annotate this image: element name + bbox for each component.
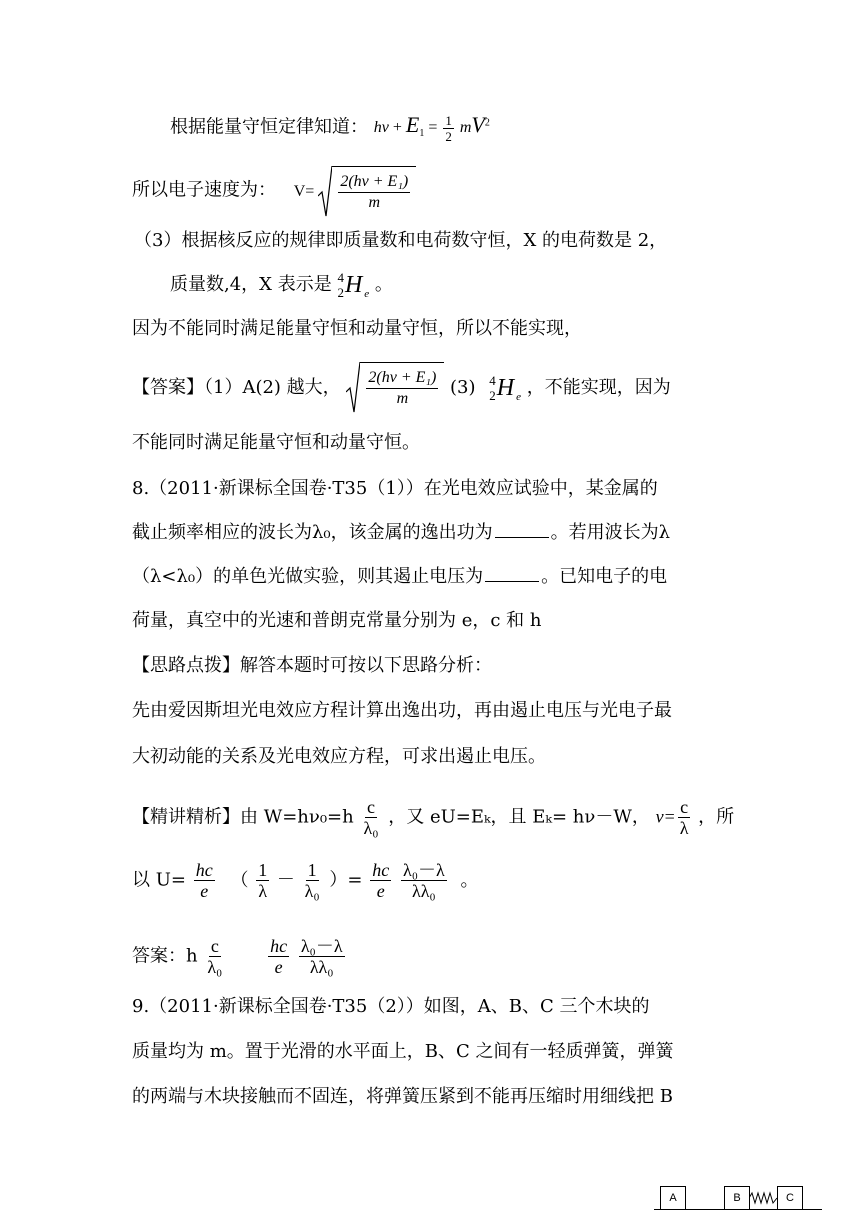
block-b: B <box>724 1186 750 1210</box>
sqrt-sign: $\frac{\text{2(hν + E₁)}}{m}$ <box>346 362 444 414</box>
question-9-line3: 的两端与木块接触而不固连，将弹簧压紧到不能再压缩时用细线把 B <box>132 1086 673 1107</box>
helium-nuclide: 4 2 H e <box>337 270 370 300</box>
block-c: C <box>777 1186 803 1210</box>
approach-heading: 【思路点拨】解答本题时可按以下思路分析： <box>132 655 492 676</box>
ground-line <box>654 1209 822 1210</box>
answer-blank <box>485 581 539 582</box>
mass-number-line: 质量数,4，X 表示是 4 2 H e 。 <box>170 270 393 300</box>
electron-speed-text: 所以电子速度为： <box>132 179 276 201</box>
question-8-line2: 截止频率相应的波长为λ₀，该金属的逸出功为 。若用波长为λ <box>132 522 671 543</box>
blocks-figure <box>650 1180 830 1216</box>
answer-8-line: 答案：h $\frac{c}{\text{λ₀}}$ $\frac{hc}{e}$ $\frac{\text{λ₀－λ}}{\text{λλ₀}}$ <box>132 936 343 977</box>
block-a: A <box>660 1186 686 1210</box>
approach-line1: 先由爱因斯坦光电效应方程计算出逸出功，再由遏止电压与光电子最 <box>132 700 672 721</box>
question-9-line2: 质量均为 m。置于光滑的水平面上，B、C 之间有一轻质弹簧，弹簧 <box>132 1041 674 1062</box>
energy-conservation-text: 根据能量守恒定律知道： <box>170 116 368 138</box>
question-9-title: 9.（2011·新课标全国卷·T35（2））如图，A、B、C 三个木块的 <box>132 996 650 1017</box>
energy-conservation-line <box>170 112 490 147</box>
answer-blank <box>495 537 549 538</box>
spring-icon <box>749 1190 777 1206</box>
analysis-line1: 【精讲精析】由 W=hν₀=h $\frac{c}{\text{λ₀}}$ ，又 eU=Eₖ，且 Eₖ= hν－W， ν= $\frac{c}{\lambda}$ ，所 <box>132 797 735 838</box>
answer-continuation: 不能同时满足能量守恒和动量守恒。 <box>132 432 420 453</box>
analysis-line2: 以 U= $\frac{hc}{e}$ （ $\frac{1}{\lambda}$ － $\frac{1}{\text{λ₀}}$ ）= $\frac{hc}{e}$ $\frac{\text{λ₀－λ}}{\text{λλ₀}}$ 。 <box>132 860 479 901</box>
question-8-line4: 荷量，真空中的光速和普朗克常量分别为 e，c 和 h <box>132 610 542 631</box>
approach-line2: 大初动能的关系及光电效应方程，可求出遏止电压。 <box>132 746 546 767</box>
question-8-title: 8.（2011·新课标全国卷·T35（1））在光电效应试验中，某金属的 <box>132 478 658 499</box>
helium-nuclide: 4 2 H e <box>489 373 521 403</box>
cannot-achieve-line: 因为不能同时满足能量守恒和动量守恒，所以不能实现， <box>132 318 582 339</box>
question-8-line3: （λ<λ₀）的单色光做实验，则其遏止电压为 。已知电子的电 <box>132 566 668 587</box>
answer-line: 【答案】（1）A(2) 越大， $\frac{\text{2(hν + E₁)}}{m}$ (3) 4 2 H e ，不能实现，因为 <box>132 362 671 414</box>
sqrt-sign: $\frac{\text{2(hν + E₁)}}{m}$ <box>318 166 416 218</box>
nuclear-reaction-line: （3）根据核反应的规律即质量数和电荷数守恒，X 的电荷数是 2， <box>134 230 668 251</box>
speed-formula: V= $\frac{\text{2(hν + E₁)}}{m}$ <box>294 183 416 200</box>
energy-equation: $h\nu + E_1$ = $\frac{1}{2}$ $mV^2$ <box>373 112 490 145</box>
electron-speed-line <box>132 166 416 218</box>
